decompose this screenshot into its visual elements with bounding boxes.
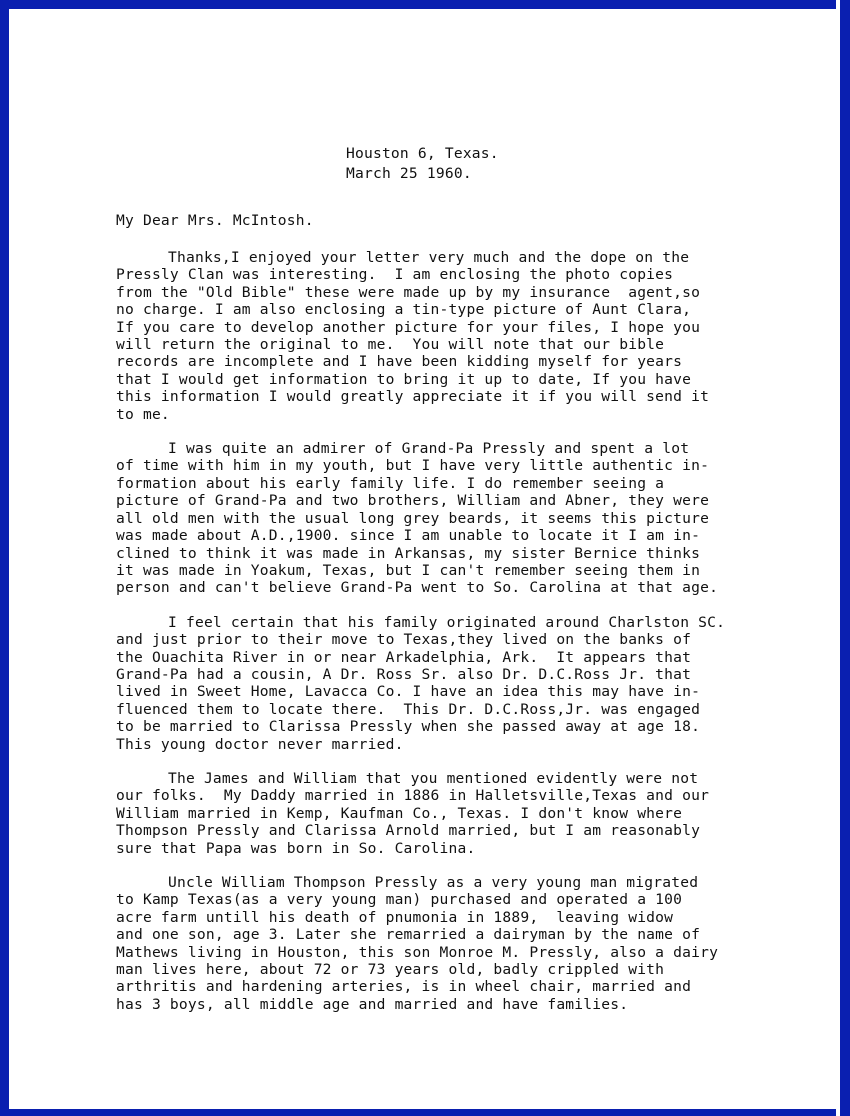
paragraph-5 <box>116 874 796 1013</box>
text-line: has 3 boys, all middle age and married and have families. <box>116 995 629 1013</box>
text-line: no charge. I am also enclosing a tin-type picture of Aunt Clara, <box>116 301 692 319</box>
text-line: to be married to Clarissa Pressly when she passed away at age 18. <box>116 718 701 736</box>
text-line: acre farm untill his death of pnumonia in 1889, leaving widow <box>116 908 674 926</box>
text-line: will return the original to me. You will note that our bible <box>116 336 665 354</box>
scan-edge <box>836 0 850 1116</box>
text-line: picture of Grand-Pa and two brothers, William and Abner, they were <box>116 492 710 510</box>
text-line: of time with him in my youth, but I have very little authentic in- <box>116 457 710 475</box>
text-line: Mathews living in Houston, this son Monroe M. Pressly, also a dairy <box>116 943 719 961</box>
paragraph-2 <box>116 440 796 597</box>
text-line: I feel certain that his family originated around Charlston SC. <box>168 613 726 631</box>
text-line: all old men with the usual long grey beards, it seems this picture <box>116 509 710 527</box>
text-line: Grand-Pa had a cousin, A Dr. Ross Sr. also Dr. D.C.Ross Jr. that <box>116 665 692 683</box>
paragraph-1 <box>116 249 796 423</box>
text-line: I was quite an admirer of Grand-Pa Pressly and spent a lot <box>168 440 690 458</box>
text-line: William married in Kemp, Kaufman Co., Texas. I don't know where <box>116 804 683 822</box>
text-line: and one son, age 3. Later she remarried a dairyman by the name of <box>116 926 701 944</box>
text-line: arthritis and hardening arteries, is in wheel chair, married and <box>116 978 692 996</box>
text-line: our folks. My Daddy married in 1886 in Halletsville,Texas and our <box>116 787 710 805</box>
text-line: was made about A.D.,1900. since I am unable to locate it I am in- <box>116 527 701 545</box>
text-line: the Ouachita River in or near Arkadelphia, Ark. It appears that <box>116 648 692 666</box>
paragraph-4 <box>116 770 796 857</box>
text-line: that I would get information to bring it up to date, If you have <box>116 370 692 388</box>
text-line: This young doctor never married. <box>116 735 404 753</box>
letter-date: March 25 1960. <box>346 165 472 182</box>
text-line: man lives here, about 72 or 73 years old, badly crippled with <box>116 961 665 979</box>
text-line: Uncle William Thompson Pressly as a very young man migrated <box>168 874 699 891</box>
text-line: to me. <box>116 405 170 423</box>
text-line: fluenced them to locate there. This Dr. D.C.Ross,Jr. was engaged <box>116 700 701 718</box>
text-line: formation about his early family life. I do remember seeing a <box>116 474 665 492</box>
text-line: from the "Old Bible" these were made up by my insurance agent,so <box>116 283 701 301</box>
text-line: records are incomplete and I have been kidding myself for years <box>116 353 683 371</box>
salutation: My Dear Mrs. McIntosh. <box>116 212 314 229</box>
text-line: it was made in Yoakum, Texas, but I can't remember seeing them in <box>116 561 701 579</box>
paragraph-3 <box>116 614 796 753</box>
text-line: Thanks,I enjoyed your letter very much and the dope on the <box>168 249 690 266</box>
text-line: this information I would greatly appreciate it if you will send it <box>116 388 710 406</box>
letter-heading <box>346 144 796 184</box>
text-line: The James and William that you mentioned evidently were not <box>168 769 699 787</box>
text-line: Pressly Clan was interesting. I am enclosing the photo copies <box>116 266 674 284</box>
sender-location: Houston 6, Texas. <box>346 145 499 162</box>
text-line: lived in Sweet Home, Lavacca Co. I have an idea this may have in- <box>116 683 701 701</box>
text-line: sure that Papa was born in So. Carolina. <box>116 839 476 857</box>
letter-body <box>116 144 796 1013</box>
text-line: and just prior to their move to Texas,they lived on the banks of <box>116 631 692 649</box>
text-line: If you care to develop another picture for your files, I hope you <box>116 318 701 336</box>
text-line: person and can't believe Grand-Pa went to So. Carolina at that age. <box>116 579 719 597</box>
text-line: Thompson Pressly and Clarissa Arnold married, but I am reasonably <box>116 822 701 840</box>
text-line: clined to think it was made in Arkansas, my sister Bernice thinks <box>116 544 701 562</box>
text-line: to Kamp Texas(as a very young man) purchased and operated a 100 <box>116 891 683 909</box>
